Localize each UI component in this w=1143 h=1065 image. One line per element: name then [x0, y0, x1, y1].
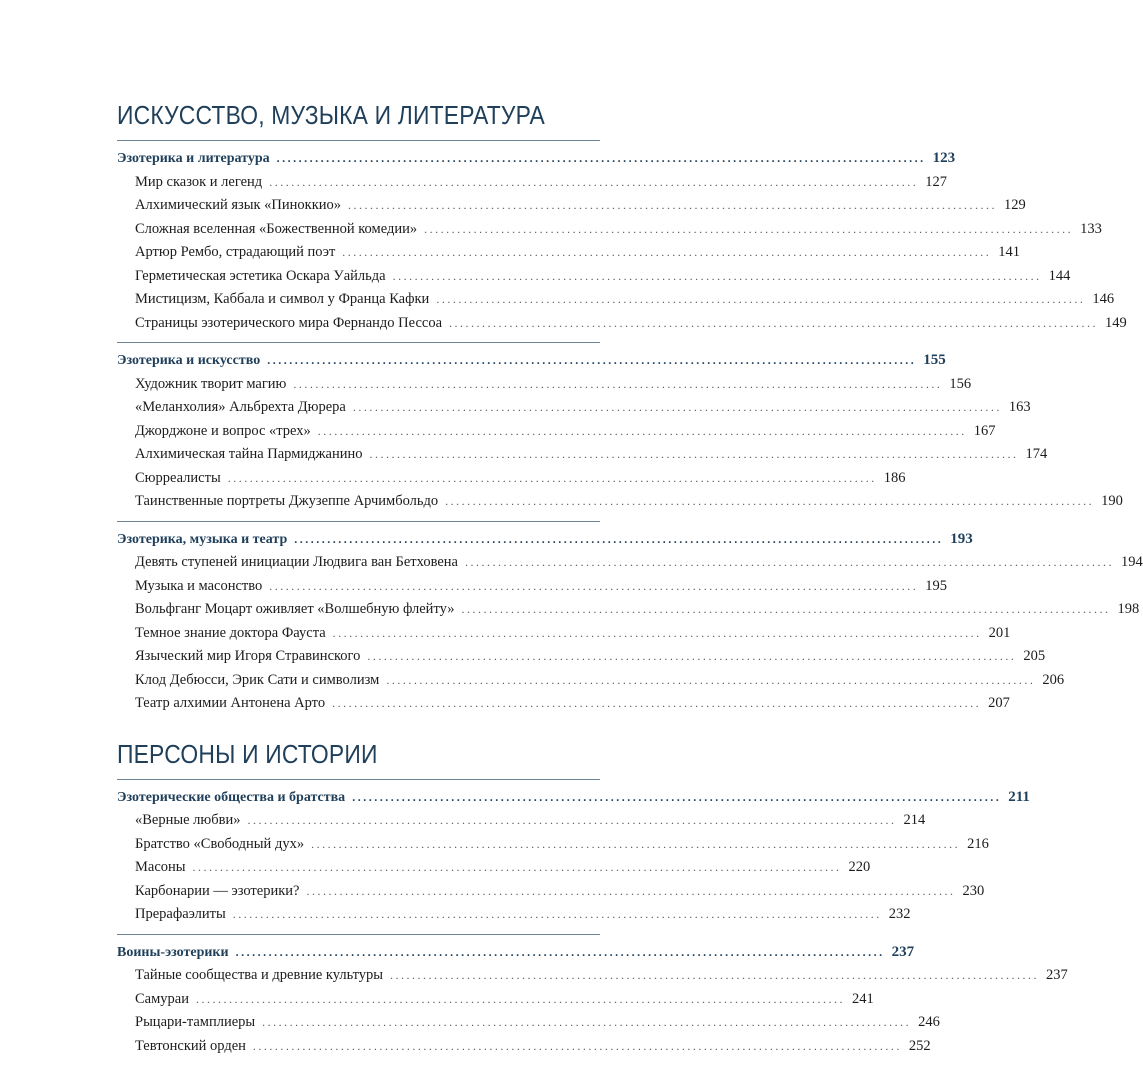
leader-dots: ...................................................................................................................... — [306, 883, 956, 898]
section-title: Эзотерика, музыка и театр — [117, 531, 288, 547]
page-number: 220 — [848, 859, 871, 875]
part-persons-and-stories — [117, 737, 1068, 1059]
page-number: 241 — [851, 990, 874, 1007]
entry-title: Самураи — [135, 990, 189, 1007]
section-esoterics-music-theatre — [117, 521, 1143, 716]
section-esoterics-literature — [117, 140, 1127, 335]
entry-title: Алхимическая тайна Пармиджанино — [135, 446, 363, 462]
leader-dots: ...................................................................................................................... — [227, 470, 877, 485]
toc-entry[interactable] — [117, 312, 1127, 336]
leader-dots: ...................................................................................................................... — [436, 292, 1086, 306]
entry-title: Художник творит магию — [135, 375, 287, 392]
toc-entry[interactable] — [117, 241, 1021, 265]
toc-entry[interactable] — [117, 622, 1011, 646]
leader-dots: ...................................................................................................................... — [352, 789, 1002, 804]
toc-entry[interactable] — [117, 645, 1046, 669]
page-number: 174 — [1025, 446, 1048, 462]
section-title: Эзотерика и литература — [117, 151, 270, 166]
leader-dots: ...................................................................................................................... — [348, 198, 998, 212]
page-number: 194 — [1121, 554, 1143, 570]
toc-entry[interactable] — [117, 171, 947, 195]
leader-dots: ...................................................................................................................... — [262, 1015, 912, 1029]
leader-dots: ...................................................................................................................... — [235, 944, 885, 959]
leader-dots: ...................................................................................................................... — [192, 860, 842, 874]
toc-entry[interactable] — [117, 575, 948, 599]
page-number: 129 — [1004, 197, 1026, 213]
section-warrior-esoterics — [117, 934, 1068, 1059]
part-art-music-literature — [117, 98, 1143, 716]
entry-title: Страницы эзотерического мира Фернандо Пессоа — [135, 314, 442, 331]
toc-entry[interactable] — [117, 856, 871, 880]
page-number: 207 — [988, 695, 1010, 711]
entry-title: Девять ступеней инициации Людвига ван Бетховена — [135, 554, 458, 570]
page-number: 237 — [1046, 967, 1068, 983]
entry-title: Прерафаэлиты — [135, 906, 226, 922]
entry-title: Братство «Свободный дух» — [135, 835, 305, 852]
toc-entry[interactable] — [117, 964, 1068, 988]
section-title: Эзотерические общества и братства — [117, 789, 346, 805]
section-heading[interactable] — [117, 786, 1030, 810]
section-heading[interactable] — [117, 349, 946, 373]
leader-dots: ...................................................................................................................... — [445, 494, 1095, 508]
page-number: 149 — [1105, 314, 1127, 331]
leader-dots: ...................................................................................................................... — [367, 649, 1017, 663]
page-number: 141 — [998, 244, 1021, 260]
entry-title: Джорджоне и вопрос «трех» — [135, 422, 311, 439]
toc-entry[interactable] — [117, 809, 926, 833]
page-number: 163 — [1008, 399, 1031, 415]
page-number: 123 — [932, 150, 956, 166]
toc-entry[interactable] — [117, 265, 1071, 289]
toc-entry[interactable] — [117, 1035, 931, 1059]
leader-dots: ...................................................................................................................... — [424, 221, 1074, 236]
section-heading[interactable] — [117, 147, 956, 171]
section-esoteric-societies — [117, 779, 1030, 927]
leader-dots: ...................................................................................................................... — [195, 991, 845, 1006]
page-number: 144 — [1048, 267, 1071, 284]
page-number: 206 — [1042, 671, 1065, 688]
page-number: 201 — [988, 624, 1011, 641]
page-number: 205 — [1023, 648, 1046, 664]
page-number: 133 — [1080, 220, 1102, 237]
leader-dots: ...................................................................................................................... — [294, 531, 944, 546]
entry-title: Языческий мир Игоря Стравинского — [135, 648, 361, 664]
leader-dots: ...................................................................................................................... — [392, 268, 1042, 283]
leader-dots: ...................................................................................................................... — [247, 813, 897, 827]
page-number: 156 — [949, 375, 972, 392]
leader-dots: ...................................................................................................................... — [461, 602, 1111, 616]
toc-entry[interactable] — [117, 903, 911, 927]
page-number: 186 — [883, 469, 906, 486]
toc-entry[interactable] — [117, 218, 1102, 242]
table-of-contents — [117, 98, 1143, 1065]
leader-dots: ...................................................................................................................... — [232, 907, 882, 921]
leader-dots: ...................................................................................................................... — [332, 625, 982, 640]
leader-dots: ...................................................................................................................... — [352, 400, 1002, 414]
entry-title: Мистицизм, Каббала и символ у Франца Кафки — [135, 291, 430, 307]
entry-title: Рыцари-тамплиеры — [135, 1014, 256, 1030]
page-number: 211 — [1008, 788, 1030, 805]
leader-dots: ...................................................................................................................... — [332, 696, 982, 710]
page-number: 146 — [1092, 291, 1115, 307]
section-title: Воины-эзотерики — [117, 944, 229, 960]
entry-title: Артюр Рембо, страдающий поэт — [135, 244, 336, 260]
entry-title: Таинственные портреты Джузеппе Арчимбольдо — [135, 493, 439, 509]
entry-title: Сложная вселенная «Божественной комедии» — [135, 220, 418, 237]
leader-dots: ...................................................................................................................... — [386, 672, 1036, 687]
toc-entry[interactable] — [117, 551, 1143, 575]
leader-dots: ...................................................................................................................... — [369, 447, 1019, 461]
toc-entry[interactable] — [117, 880, 985, 904]
entry-title: Вольфганг Моцарт оживляет «Волшебную флейту» — [135, 601, 455, 617]
leader-dots: ...................................................................................................................... — [267, 353, 917, 367]
toc-entry[interactable] — [117, 988, 874, 1012]
entry-title: «Меланхолия» Альбрехта Дюрера — [135, 399, 346, 415]
page-number: 167 — [973, 422, 996, 439]
page-number: 252 — [908, 1037, 931, 1054]
leader-dots: ...................................................................................................................... — [252, 1038, 902, 1053]
part-title: ПЕРСОНЫ И ИСТОРИИ — [117, 738, 378, 769]
page-number: 230 — [962, 882, 985, 899]
page-number: 127 — [925, 173, 947, 190]
leader-dots: ...................................................................................................................... — [269, 578, 919, 593]
entry-title: Герметическая эстетика Оскара Уайльда — [135, 267, 386, 284]
section-title: Эзотерика и искусство — [117, 353, 261, 368]
toc-entry[interactable] — [117, 598, 1140, 622]
page-number: 195 — [925, 577, 948, 594]
leader-dots: ...................................................................................................................... — [390, 968, 1040, 982]
leader-dots: ...................................................................................................................... — [317, 423, 967, 438]
section-heading[interactable] — [117, 528, 973, 552]
toc-entry[interactable] — [117, 373, 972, 397]
leader-dots: ...................................................................................................................... — [449, 315, 1098, 330]
entry-title: Мир сказок и легенд — [135, 173, 263, 190]
toc-entry[interactable] — [117, 194, 1026, 218]
entry-title: Тайные сообщества и древние культуры — [135, 967, 384, 983]
toc-entry[interactable] — [117, 420, 996, 444]
leader-dots: ...................................................................................................................... — [276, 151, 926, 165]
entry-title: Музыка и масонство — [135, 577, 263, 594]
page-number: 155 — [923, 352, 946, 368]
page-number: 198 — [1117, 601, 1140, 617]
entry-title: Клод Дебюсси, Эрик Сати и символизм — [135, 671, 380, 688]
entry-title: Театр алхимии Антонена Арто — [135, 695, 326, 711]
toc-entry[interactable] — [117, 1011, 940, 1035]
entry-title: Масоны — [135, 859, 186, 875]
toc-entry[interactable] — [117, 490, 1123, 514]
page-number: 190 — [1101, 493, 1123, 509]
toc-entry[interactable] — [117, 288, 1115, 312]
entry-title: Сюрреалисты — [135, 469, 221, 486]
page-number: 232 — [888, 906, 911, 922]
leader-dots: ...................................................................................................................... — [311, 836, 961, 851]
leader-dots: ...................................................................................................................... — [465, 555, 1114, 569]
entry-title: Алхимический язык «Пиноккио» — [135, 197, 342, 213]
section-esoterics-art — [117, 342, 1123, 514]
leader-dots: ...................................................................................................................... — [342, 245, 992, 259]
page-number: 237 — [891, 943, 915, 960]
page-number: 214 — [903, 812, 926, 828]
toc-entry[interactable] — [117, 692, 1010, 716]
leader-dots: ...................................................................................................................... — [293, 376, 943, 391]
section-heading[interactable] — [117, 941, 915, 965]
page-number: 216 — [967, 835, 989, 852]
page-number: 246 — [918, 1014, 940, 1030]
leader-dots: ...................................................................................................................... — [269, 174, 919, 189]
entry-title: «Верные любви» — [135, 812, 241, 828]
entry-title: Карбонарии — эзотерики? — [135, 882, 300, 899]
part-title: ИСКУССТВО, МУЗЫКА И ЛИТЕРАТУРА — [117, 100, 545, 130]
toc-entry[interactable] — [117, 443, 1048, 467]
toc-entry[interactable] — [117, 669, 1065, 693]
toc-entry[interactable] — [117, 467, 906, 491]
toc-entry[interactable] — [117, 833, 989, 857]
toc-entry[interactable] — [117, 396, 1031, 420]
entry-title: Тевтонский орден — [135, 1037, 246, 1054]
entry-title: Темное знание доктора Фауста — [135, 624, 326, 641]
page-number: 193 — [950, 530, 973, 547]
